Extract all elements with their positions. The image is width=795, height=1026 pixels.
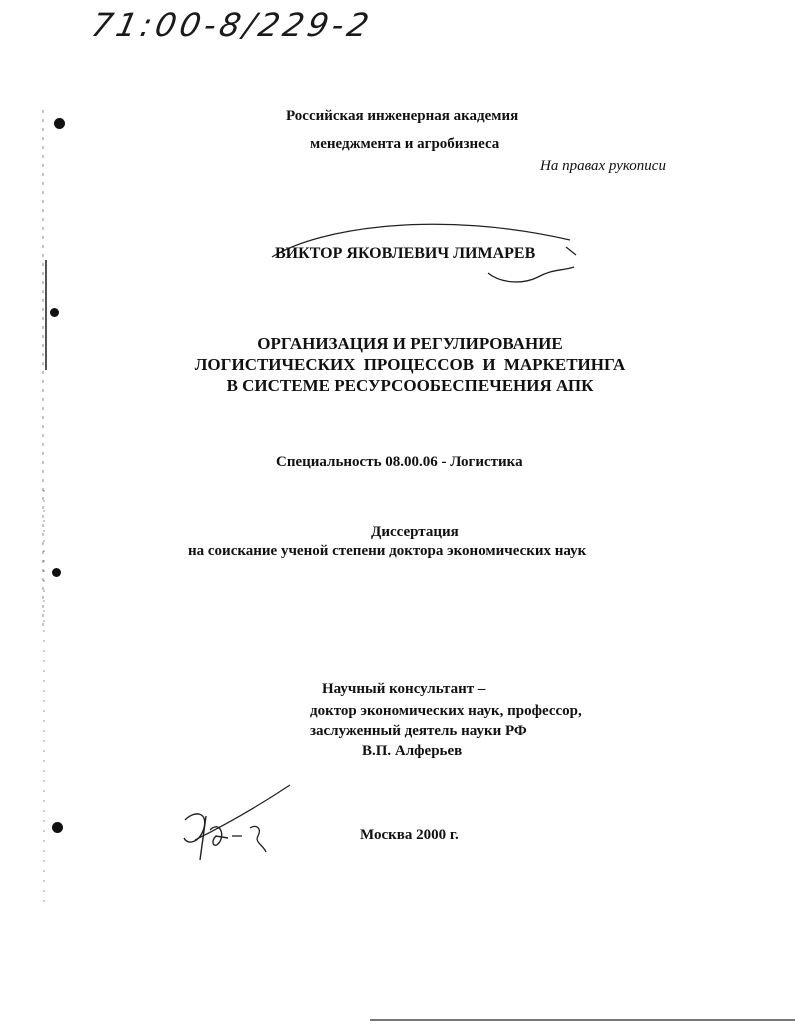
place-year: Москва 2000 г. <box>360 827 459 843</box>
dissertation-degree: на соискание ученой степени доктора экономических наук <box>188 543 587 559</box>
consultant-honor: заслуженный деятель науки РФ <box>310 723 527 739</box>
handwritten-signature <box>170 780 300 870</box>
specialty: Специальность 08.00.06 - Логистика <box>276 454 523 470</box>
binding-hole-mark <box>54 118 65 129</box>
institution-line1: Российская инженерная академия <box>286 108 519 124</box>
scan-edge-artifact <box>38 110 56 1010</box>
consultant-degree: доктор экономических наук, профессор, <box>310 703 582 719</box>
institution-line2: менеджмента и агробизнеса <box>310 136 500 152</box>
scan-bottom-edge <box>370 1019 795 1021</box>
rights-note: На правах рукописи <box>540 158 666 174</box>
consultant-name: В.П. Алферьев <box>362 743 463 759</box>
title-line2: ЛОГИСТИЧЕСКИХ ПРОЦЕССОВ И МАРКЕТИНГА <box>194 355 626 374</box>
consultant-heading: Научный консультант – <box>322 681 486 697</box>
binding-hole-mark <box>52 822 63 833</box>
binding-hole-mark <box>50 308 59 317</box>
title-line3: В СИСТЕМЕ РЕСУРСООБЕСПЕЧЕНИЯ АПК <box>226 376 594 395</box>
archive-number: 71:00-8/229-2 <box>88 6 377 44</box>
author-name: ВИКТОР ЯКОВЛЕВИЧ ЛИМАРЕВ <box>275 245 536 262</box>
dissertation-label: Диссертация <box>371 524 459 540</box>
title-line1: ОРГАНИЗАЦИЯ И РЕГУЛИРОВАНИЕ <box>257 334 563 353</box>
binding-hole-mark <box>52 568 61 577</box>
